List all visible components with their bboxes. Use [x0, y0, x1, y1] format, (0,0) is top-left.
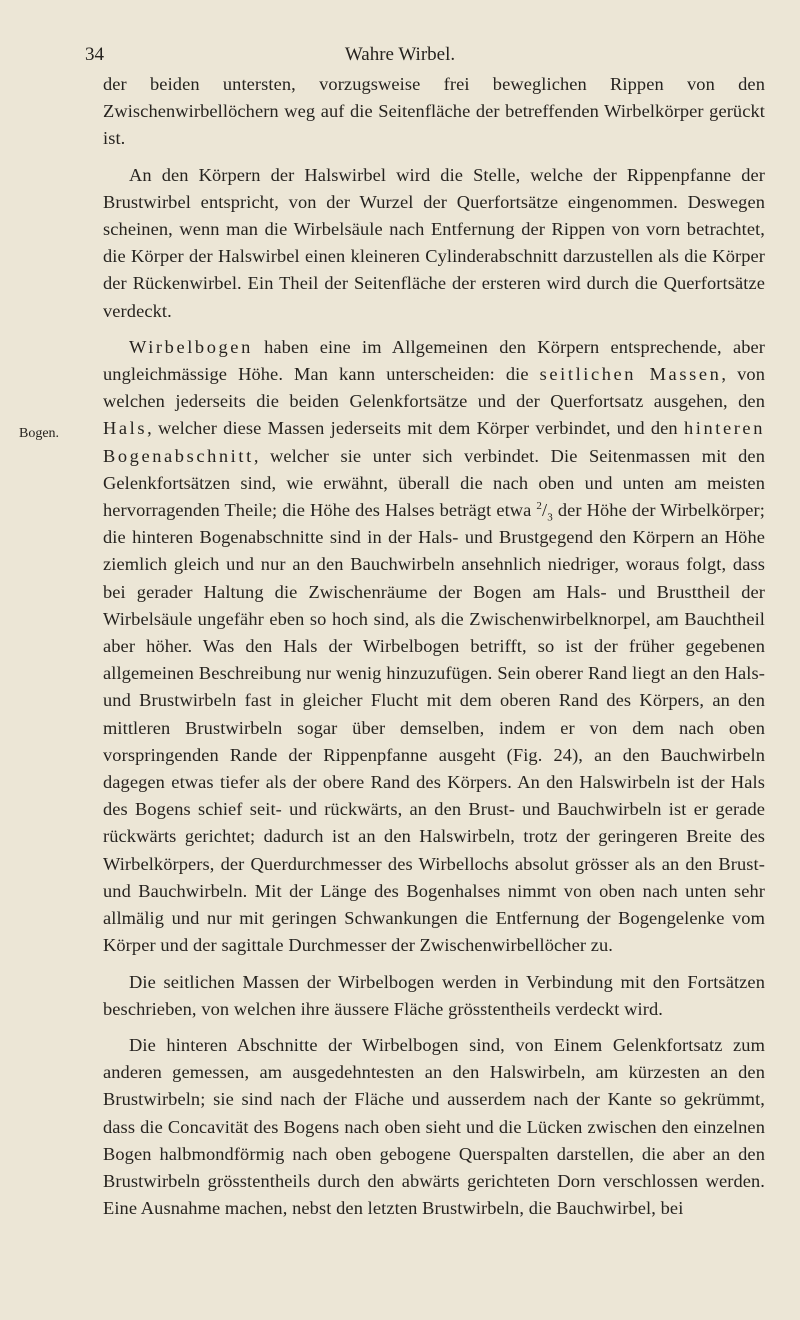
paragraph-3-text-2: , von welchen jederseits die beiden Gelenkfortsätze und der Querfortsatz ausgehen, den	[103, 364, 765, 412]
term-hinterer-bogenabschnitt: hinteren Bogenabschnitt	[103, 418, 765, 466]
term-seitlichen-massen: seitlichen Massen	[539, 364, 722, 385]
body-text	[103, 71, 765, 1231]
paragraph-3-text-3: , welcher diese Massen jederseits mit dem Körper verbindet, und den	[147, 418, 684, 439]
term-hals: Hals	[103, 418, 148, 439]
fraction-denominator: 3	[547, 511, 553, 524]
paragraph-3: Wirbelbogen haben eine im Allgemeinen den Körpern entsprechende, aber ungleichmässige Höhe. Man kann unterscheiden: die seitlichen Massen, von welchen jederseits die beiden Gelenkfortsätze und der Querfortsatz ausgehen, den Hals, welcher diese Massen jederseits mit dem Körper verbindet, und den hinteren Bogenabschnitt, welcher sie unter sich verbindet. Die Seitenmassen mit den Gelenkfortsätzen sind, wie erwähnt, überall die nach oben und unten am meisten hervorragenden Theile; die Höhe des Halses beträgt etwa $^2/_3$ der Höhe der Wirbelkörper; die hinteren Bogenabschnitte sind in der Hals- und Brustgegend den Körpern an Höhe ziemlich gleich und nur an den Bauchwirbeln ansehnlich niedriger, woraus folgt, dass bei gerader Haltung die Zwischenräume der Bogen am Hals- und Brusttheil der Wirbelsäule ungefähr eben so hoch sind, als die Zwischenwirbelknorpel, am Bauchtheil aber höher. Was den Hals der Wirbelbogen betrifft, so ist der früher gegebenen allgemeinen Beschreibung nur wenig hinzuzufügen. Sein oberer Rand liegt an den Hals- und Brustwirbeln fast in gleicher Flucht mit dem oberen Rand des Körpers, an den mittleren Brustwirbeln sogar über demselben, indem er von dem nach oben vorspringenden Rande der Rippenpfanne ausgeht (Fig. 24), an den Bauchwirbeln dagegen etwas tiefer als der obere Rand des Körpers. An den Halswirbeln ist der Hals des Bogens schief seit- und rückwärts, an den Brust- und Bauchwirbeln ist er gerade rückwärts gerichtet; dadurch ist an den Halswirbeln, trotz der geringeren Breite des Wirbelkörpers, der Querdurchmesser des Wirbellochs absolut grösser als an den Brust- und Bauchwirbeln. Mit der Länge des Bogenhalses nimmt von oben nach unten sehr allmälig und nur mit geringen Schwankungen die Entfernung der Bogengelenke vom Körper und der sagittale Durchmesser der Zwischenwirbellöcher zu.	[103, 336, 765, 956]
paragraph-5: Die hinteren Abschnitte der Wirbelbogen sind, von Einem Gelenkfortsatz zum anderen gemessen, am ausgedehntesten an den Halswirbeln, am kürzesten an den Brustwirbeln; sie sind nach der Fläche und ausserdem nach der Kante so gekrümmt, dass die Concavität des Bogens nach oben sieht und die Lücken zwischen den einzelnen Bogen halbmondförmig nach oben gebogene Querspalten darstellen, die aber an den Brustwirbeln grösstentheils durch den abwärts gerichteten Dorn verschlossen werden. Eine Ausnahme machen, nebst den letzten Brustwirbeln, die Bauchwirbel, bei	[103, 1034, 765, 1219]
term-wirbelbogen: Wirbelbogen	[129, 336, 253, 357]
paragraph-4: Die seitlichen Massen der Wirbelbogen werden in Verbindung mit den Fortsätzen beschrieben, von welchen ihre äussere Fläche grösstentheils verdeckt wird.	[103, 971, 765, 1019]
paragraph-3-text-5: der Höhe der Wirbelkörper; die hinteren Bogenabschnitte sind in der Hals- und Brustgegend den Körpern an Höhe ziemlich gleich und nur an den Bauchwirbeln ansehnlich niedriger, woraus folgt, dass bei gerader Haltung die Zwischenräume der Bogen am Hals- und Brusttheil der Wirbelsäule ungefähr eben so hoch sind, als die Zwischenwirbelknorpel, am Bauchtheil aber höher. Was den Hals der Wirbelbogen betrifft, so ist der früher gegebenen allgemeinen Beschreibung nur wenig hinzuzufügen. Sein oberer Rand liegt an den Hals- und Brustwirbeln fast in gleicher Flucht mit dem oberen Rand des Körpers, an den mittleren Brustwirbeln sogar über demselben, indem er von dem nach oben vorspringenden Rande der Rippenpfanne ausgeht (Fig. 24), an den Bauchwirbeln dagegen etwas tiefer als der obere Rand des Körpers. An den Halswirbeln ist der Hals des Bogens schief seit- und rückwärts, an den Brust- und Bauchwirbeln ist er gerade rückwärts gerichtet; dadurch ist an den Halswirbeln, trotz der geringeren Breite des Wirbelkörpers, der Querdurchmesser des Wirbellochs absolut grösser als an den Brust- und Bauchwirbeln. Mit der Länge des Bogenhalses nimmt von oben nach unten sehr allmälig und nur mit geringen Schwankungen die Entfernung der Bogengelenke vom Körper und der sagittale Durchmesser der Zwischenwirbellöcher zu.	[103, 500, 765, 956]
paragraph-3-text-1: haben eine im Allgemeinen den Körpern entsprechende, aber ungleichmässige Höhe. Man kann unterscheiden: die	[103, 336, 765, 385]
paragraph-1: der beiden untersten, vorzugsweise frei beweglichen Rippen von den Zwischenwirbellöchern weg auf die Seitenfläche der betreffenden Wirbelkörper gerückt ist.	[103, 74, 765, 149]
fraction-numerator: 2	[536, 499, 543, 512]
paragraph-2: An den Körpern der Halswirbel wird die Stelle, welche der Rippenpfanne der Brustwirbel entspricht, von der Wurzel der Querfortsätze eingenommen. Deswegen scheinen, wenn man die Wirbelsäule nach Entfernung der Rippen von vorn betrachtet, die Körper der Halswirbel einen kleineren Cylinderabschnitt darzustellen als die Körper der Rückenwirbel. Ein Theil der Seitenfläche der ersteren wird durch die Querfortsätze verdeckt.	[103, 164, 765, 321]
page-number: 34	[85, 44, 104, 65]
paragraph-3-text-4: , welcher sie unter sich verbindet. Die Seitenmassen mit den Gelenkfortsätzen sind, wie erwähnt, überall die nach oben und unten am meisten hervorragenden Theile; die Höhe des Halses beträgt etwa	[103, 445, 765, 521]
margin-note: Bogen.	[19, 426, 60, 441]
running-title: Wahre Wirbel.	[344, 44, 456, 65]
page-header	[0, 44, 800, 70]
